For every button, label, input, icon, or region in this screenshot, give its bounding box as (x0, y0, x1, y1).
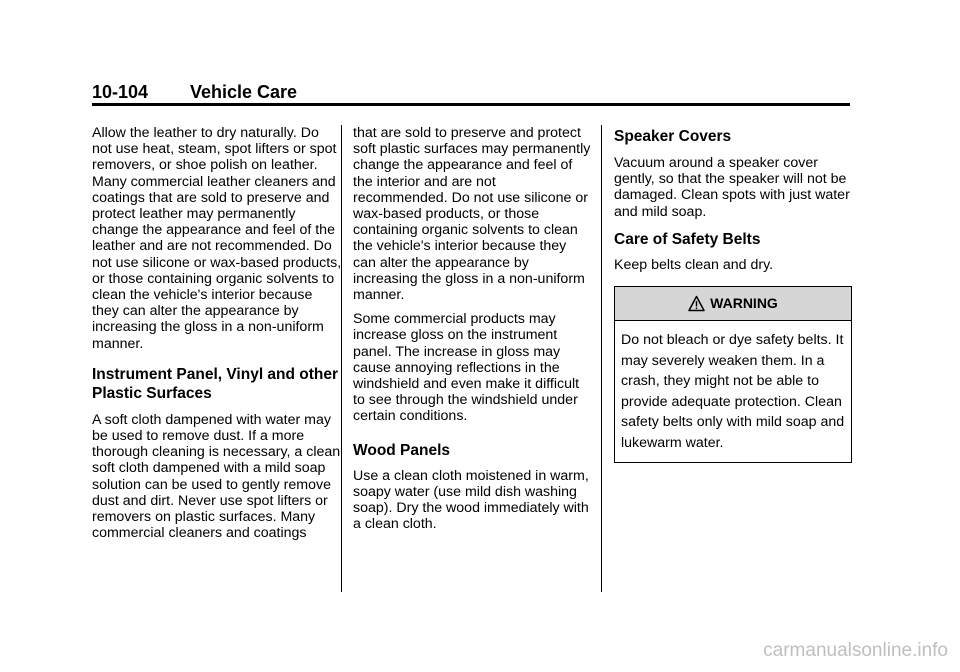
safety-belts-paragraph: Keep belts clean and dry. (614, 256, 774, 273)
warning-text: Do not bleach or dye safety belts. It may severely weaken them. In a crash, they might not be able to provide adequate protection. Clean safety belts only with mild soap and lukewarm water. (621, 332, 845, 451)
plastic-surfaces-paragraph: that are sold to preserve and protect soft plastic surfaces may permanently change the appearance and feel of the interior and are not recommended. Do not use silicone or wax-based products, or those containing organic solvents to clean the vehicle's interior because they can alter the appearance by increasing the gloss in a non-uniform manner. (353, 125, 591, 304)
speaker-covers-heading: Speaker Covers (614, 128, 732, 145)
header-rule (92, 103, 850, 106)
wood-panels-heading: Wood Panels (353, 441, 451, 459)
page-number: 10-104 (92, 82, 149, 102)
instrument-panel-heading: Instrument Panel, Vinyl and other Plastic Surfaces (92, 365, 339, 402)
leather-drying-paragraph: Allow the leather to dry naturally. Do not use heat, steam, spot lifters or spot removers, or shoe polish on leather. Many commercial leather cleaners and coatings that are sold to preserve and protect leather may permanently change the appearance and feel of the leather and are not recommended. Do not use silicone or wax-based products, or those containing organic solvents to clean the vehicle's interior because they can alter the appearance by increasing the gloss in a non-uniform manner. (92, 125, 342, 352)
warning-label: WARNING (710, 295, 778, 312)
speaker-covers-paragraph: Vacuum around a speaker cover gently, so that the speaker will not be damaged. Clean spots with just water and mild soap. (614, 155, 850, 220)
warning-header (615, 287, 851, 321)
column-divider (601, 125, 602, 592)
instrument-panel-paragraph: A soft cloth dampened with water may be used to remove dust. If a more thorough cleaning is necessary, a clean soft cloth dampened with a mild soap solution can be used to gently remove dust and dirt. Never use spot lifters or removers on plastic surfaces. Many commercial cleaners and coatings (92, 411, 341, 542)
warning-triangle-icon (688, 295, 705, 312)
wood-panels-paragraph: Use a clean cloth moistened in warm, soapy water (use mild dish washing soap). Dry the wood immediately with a clean cloth. (353, 467, 589, 533)
warning-box (614, 286, 852, 463)
column-2 (353, 125, 593, 540)
gloss-paragraph: Some commercial products may increase gloss on the instrument panel. The increase in gloss may cause annoying reflections in the windshield and even make it difficult to see through the windshield under certain conditions. (353, 311, 580, 425)
watermark: carmanualsonline.info (763, 640, 948, 661)
column-divider (341, 125, 342, 592)
column-3 (614, 125, 854, 463)
section-title: Vehicle Care (190, 82, 298, 102)
safety-belts-heading: Care of Safety Belts (614, 230, 761, 248)
column-1 (92, 125, 342, 549)
